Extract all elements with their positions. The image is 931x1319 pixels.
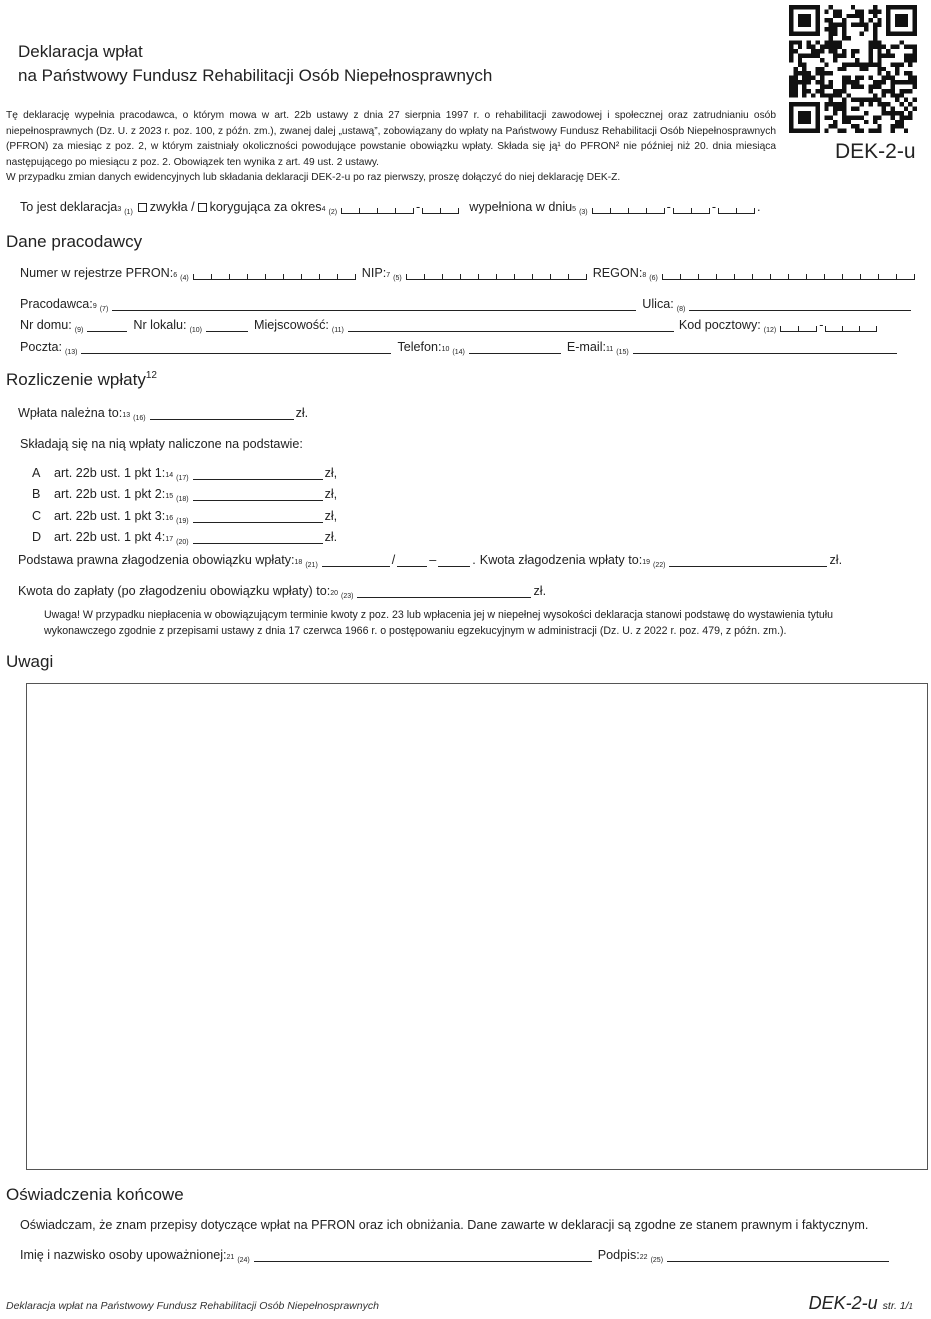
component-row: B art. 22b ust. 1 pkt 2: $^{15}$ (18) zł,	[32, 487, 338, 503]
relief-row: Podstawa prawna złagodzenia obowiązku wpłaty: $^{18}$ (21) / – . Kwota złagodzenia wpłaty to: $^{19}$ (22) zł.	[18, 553, 843, 569]
regular-declaration-checkbox[interactable]	[138, 203, 147, 212]
remarks-textarea[interactable]	[26, 683, 928, 1170]
intro-text	[6, 108, 776, 186]
legal-basis-paragraph-field[interactable]	[397, 556, 427, 567]
fill-date-month-field[interactable]	[673, 205, 710, 214]
authorized-person-name-field[interactable]	[254, 1251, 592, 1262]
form-title-line1: Deklaracja wpłat	[18, 42, 143, 61]
footer-page-total: 1	[908, 1302, 913, 1311]
period-year-field[interactable]	[341, 205, 414, 214]
footer-form-code: DEK-2-u	[808, 1293, 878, 1313]
component-c-field[interactable]	[193, 512, 323, 523]
employer-contact-row: Poczta: (13) Telefon: $^{10}$ (14) E-mail: $^{11}$ (15)	[20, 340, 899, 354]
nip-field[interactable]	[406, 271, 587, 280]
employer-name-field[interactable]	[112, 300, 636, 311]
settlement-section-heading: Rozliczenie wpłaty$^{12}$	[6, 370, 157, 389]
form-title-line2: na Państwowy Fundusz Rehabilitacji Osób Niepełnosprawnych	[18, 66, 493, 85]
zip-code-part1-field[interactable]	[780, 323, 817, 332]
amount-to-pay-field[interactable]	[357, 587, 531, 598]
legal-basis-point-field[interactable]	[438, 556, 470, 567]
components-list	[32, 458, 337, 544]
flat-number-field[interactable]	[206, 321, 248, 332]
signature-field[interactable]	[667, 1251, 889, 1262]
component-d-field[interactable]	[193, 533, 323, 544]
employer-section-heading: Dane pracodawcy	[6, 232, 143, 251]
component-row: C art. 22b ust. 1 pkt 3: $^{16}$ (19) zł,	[32, 508, 338, 525]
component-row: D art. 22b ust. 1 pkt 4: $^{17}$ (20) zł.	[32, 530, 338, 546]
amount-to-pay-row: Kwota do zapłaty (po złagodzeniu obowiązku wpłaty) to: $^{20}$ (23) zł.	[18, 584, 547, 600]
footer-title: Deklaracja wpłat na Państwowy Fundusz Rehabilitacji Osób Niepełnosprawnych	[6, 1300, 379, 1312]
corrective-declaration-checkbox[interactable]	[198, 203, 207, 212]
component-b-field[interactable]	[193, 490, 323, 501]
relief-amount-field[interactable]	[669, 556, 827, 567]
component-row: A art. 22b ust. 1 pkt 1: $^{14}$ (17) zł,	[32, 465, 338, 482]
house-number-field[interactable]	[87, 321, 127, 332]
remarks-section-heading: Uwagi	[6, 652, 54, 671]
legal-basis-article-field[interactable]	[322, 556, 390, 567]
pfron-number-field[interactable]	[193, 271, 356, 280]
email-field[interactable]	[633, 343, 897, 354]
final-statements-heading: Oświadczenia końcowe	[6, 1185, 184, 1204]
intro-paragraph-2: W przypadku zmian danych ewidencyjnych lub składania deklaracji DEK-2-u po raz pierwszy, proszę dołączyć do niej deklarację DEK-Z.	[6, 172, 621, 184]
payment-warning: Uwaga! W przypadku niepłacenia w obowiązującym terminie kwoty z poz. 23 lub wpłacenia jej w niepełnej wysokości deklaracja stanowi podstawę do wystawienia tytułu wykonawczego zgodnie z przepisami ustawy z dnia 17 czerwca 1966 r. o postępowaniu egzekucyjnym w administracji (Dz. U. z 2022 r. poz. 479, z późn. zm.).	[44, 609, 834, 637]
final-statement-text: Oświadczam, że znam przepisy dotyczące wpłat na PFRON oraz ich obniżania. Dane zawarte w deklaracji są zgodne ze stanem prawnym i faktycznym.	[20, 1218, 869, 1232]
fill-date-year-field[interactable]	[592, 205, 665, 214]
form-code: DEK-2-u	[835, 140, 916, 163]
due-payment-field[interactable]	[150, 409, 294, 420]
signature-row: Imię i nazwisko osoby upoważnionej: $^{21}$ (24) Podpis: $^{22}$ (25)	[20, 1248, 891, 1262]
employer-name-row: Pracodawca: $^9$ (7) Ulica: (8)	[20, 297, 913, 311]
footer-page-info	[809, 1293, 913, 1314]
due-payment-row: Wpłata należna to: $^{13}$ (16) zł.	[18, 406, 309, 422]
period-month-field[interactable]	[422, 205, 459, 214]
phone-field[interactable]	[469, 343, 561, 354]
fill-date-day-field[interactable]	[718, 205, 755, 214]
city-field[interactable]	[348, 321, 674, 332]
component-a-field[interactable]	[193, 469, 323, 480]
footer-page-label: str. 1/	[882, 1300, 909, 1312]
zip-code-part2-field[interactable]	[825, 323, 877, 332]
street-field[interactable]	[689, 300, 911, 311]
regon-field[interactable]	[662, 271, 915, 280]
employer-ids-row: Numer w rejestrze PFRON: $^6$ (4) NIP: $^7$ (5) REGON: $^8$ (6)	[20, 266, 917, 280]
comprises-text: Składają się na nią wpłaty naliczone na podstawie:	[20, 437, 303, 451]
employer-address-row: Nr domu: (9) Nr lokalu: (10) Miejscowość: (11) Kod pocztowy: (12) -	[20, 318, 879, 332]
qr-code-icon	[789, 5, 917, 133]
post-office-field[interactable]	[81, 343, 391, 354]
intro-paragraph-1: Tę deklarację wypełnia pracodawca, o którym mowa w art. 22b ustawy z dnia 27 sierpnia 1997 r. o rehabilitacji zawodowej i społecznej oraz zatrudnianiu osób niepełnosprawnych (Dz. U. z 2023 r. poz. 100, z późn. zm.), zwanej dalej „ustawą”, zobowiązany do wpłaty na Państwowy Fundusz Rehabilitacji Osób Niepełnosprawnych (PFRON) za miesiąc z poz. 2, w którym zaistniały okoliczności powodujące powstanie obowiązku wpłaty. Składa się ją¹ do PFRON² nie później niż 20. dnia miesiąca następującego po miesiącu z poz. 2. Obowiązek ten wynika z art. 49 ust. 2 ustawy.	[6, 110, 776, 168]
declaration-type-row: To jest deklaracja $^3$ (1) zwykła / korygująca za okres $^4$ (2) - wypełniona w dniu $^5$ (3) - - .	[20, 200, 761, 216]
